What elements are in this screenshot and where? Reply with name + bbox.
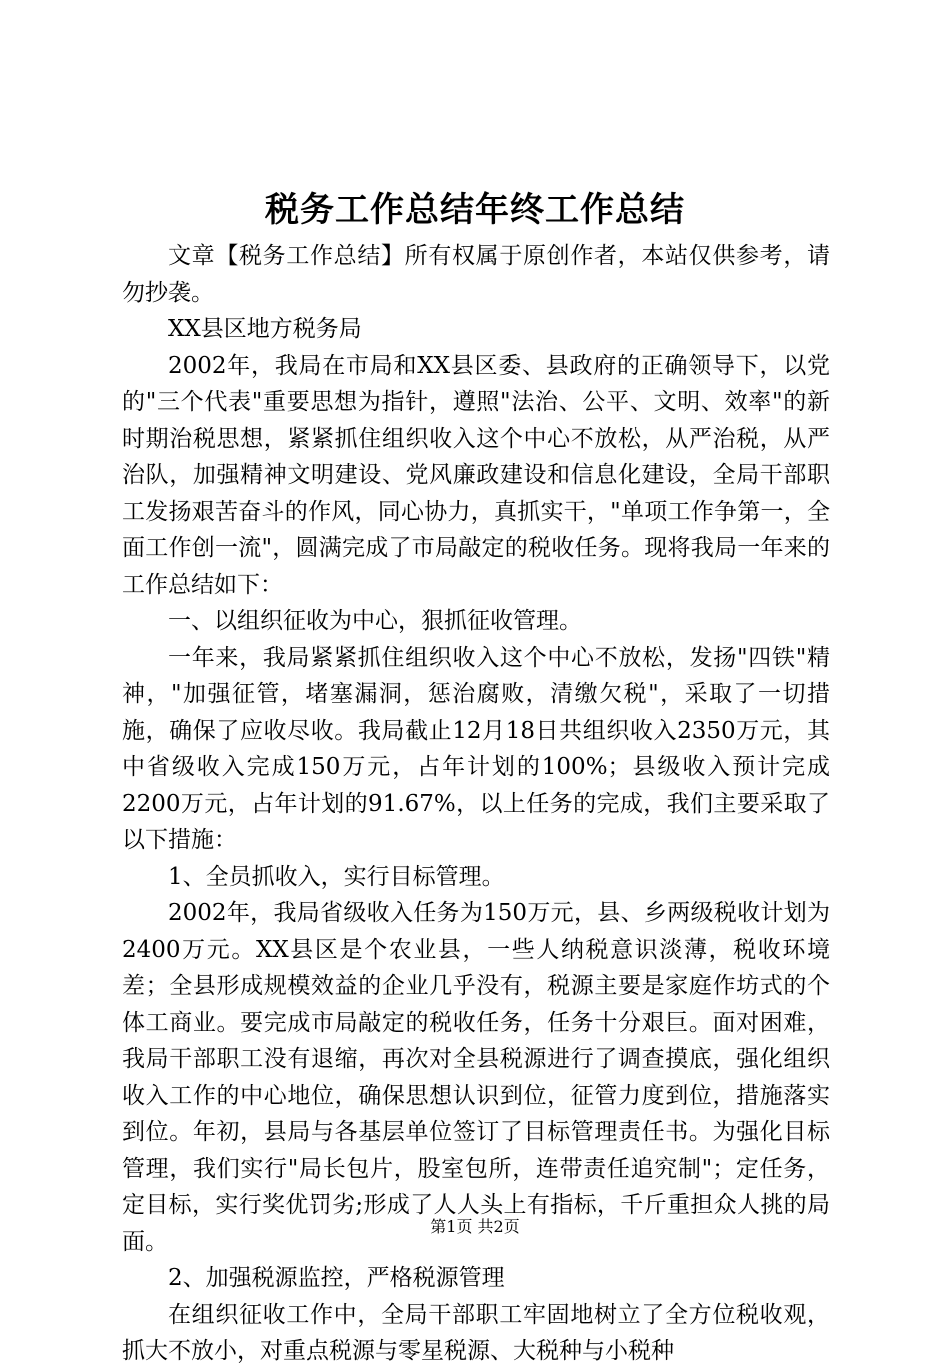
paragraph-organization: XX县区地方税务局 <box>168 316 362 342</box>
heading-measure-1: 1、全员抓收入，实行目标管理。 <box>168 863 505 890</box>
paragraph-copyright-notice: 文章【税务工作总结】所有权属于原创作者，本站仅供参考，请勿抄袭。 <box>122 243 830 306</box>
paragraph-measure-1: 2002年，我局省级收入任务为150万元，县、乡两级税收计划为2400万元。XX县区是个农业县，一些人纳税意识淡薄，税收环境差；全县形成规模效益的企业几乎没有，税源主要是家庭作坊式的个体工商业。要完成市局敲定的税收任务，任务十分艰巨。面对困难，我局干部职工没有退缩，再次对全县税源进行了调查摸底，强化组织收入工作的中心地位，确保思想认识到位，征管力度到位，措施落实到位。年初，县局与各基层单位签订了目标管理责任书。为强化目标管理，我们实行"局长包片，股室包所，连带责任追究制"；定任务，定目标，实行奖优罚劣;形成了人人头上有指标，千斤重担众人挑的局面。 <box>122 900 830 1255</box>
paragraph-introduction: 2002年，我局在市局和XX县区委、县政府的正确领导下，以党的"三个代表"重要思想为指针，遵照"法治、公平、文明、效率"的新时期治税思想，紧紧抓住组织收入这个中心不放松，从严治税，从严治队，加强精神文明建设、党风廉政建设和信息化建设，全局干部职工发扬艰苦奋斗的作风，同心协力，真抓实干，"单项工作争第一，全面工作创一流"，圆满完成了市局敲定的税收任务。现将我局一年来的工作总结如下： <box>122 352 830 598</box>
paragraph-measure-2: 在组织征收工作中，全局干部职工牢固地树立了全方位税收观，抓大不放小，对重点税源与零星税源、大税种与小税种 <box>122 1301 830 1364</box>
page-number-footer: 第1页 共2页 <box>430 1217 520 1236</box>
paragraph-section-1: 一年来，我局紧紧抓住组织收入这个中心不放松，发扬"四铁"精神，"加强征管，堵塞漏洞，惩治腐败，清缴欠税"，采取了一切措施，确保了应收尽收。我局截止12月18日共组织收入2350万元，其中省级收入完成150万元，占年计划的100%；县级收入预计完成2200万元，占年计划的91.67%，以上任务的完成，我们主要采取了以下措施： <box>122 644 830 853</box>
document-title: 税务工作总结年终工作总结 <box>265 190 685 230</box>
document-body <box>122 238 830 1370</box>
heading-measure-2: 2、加强税源监控，严格税源管理 <box>168 1265 505 1291</box>
heading-section-1: 一、以组织征收为中心，狠抓征收管理。 <box>168 608 582 634</box>
